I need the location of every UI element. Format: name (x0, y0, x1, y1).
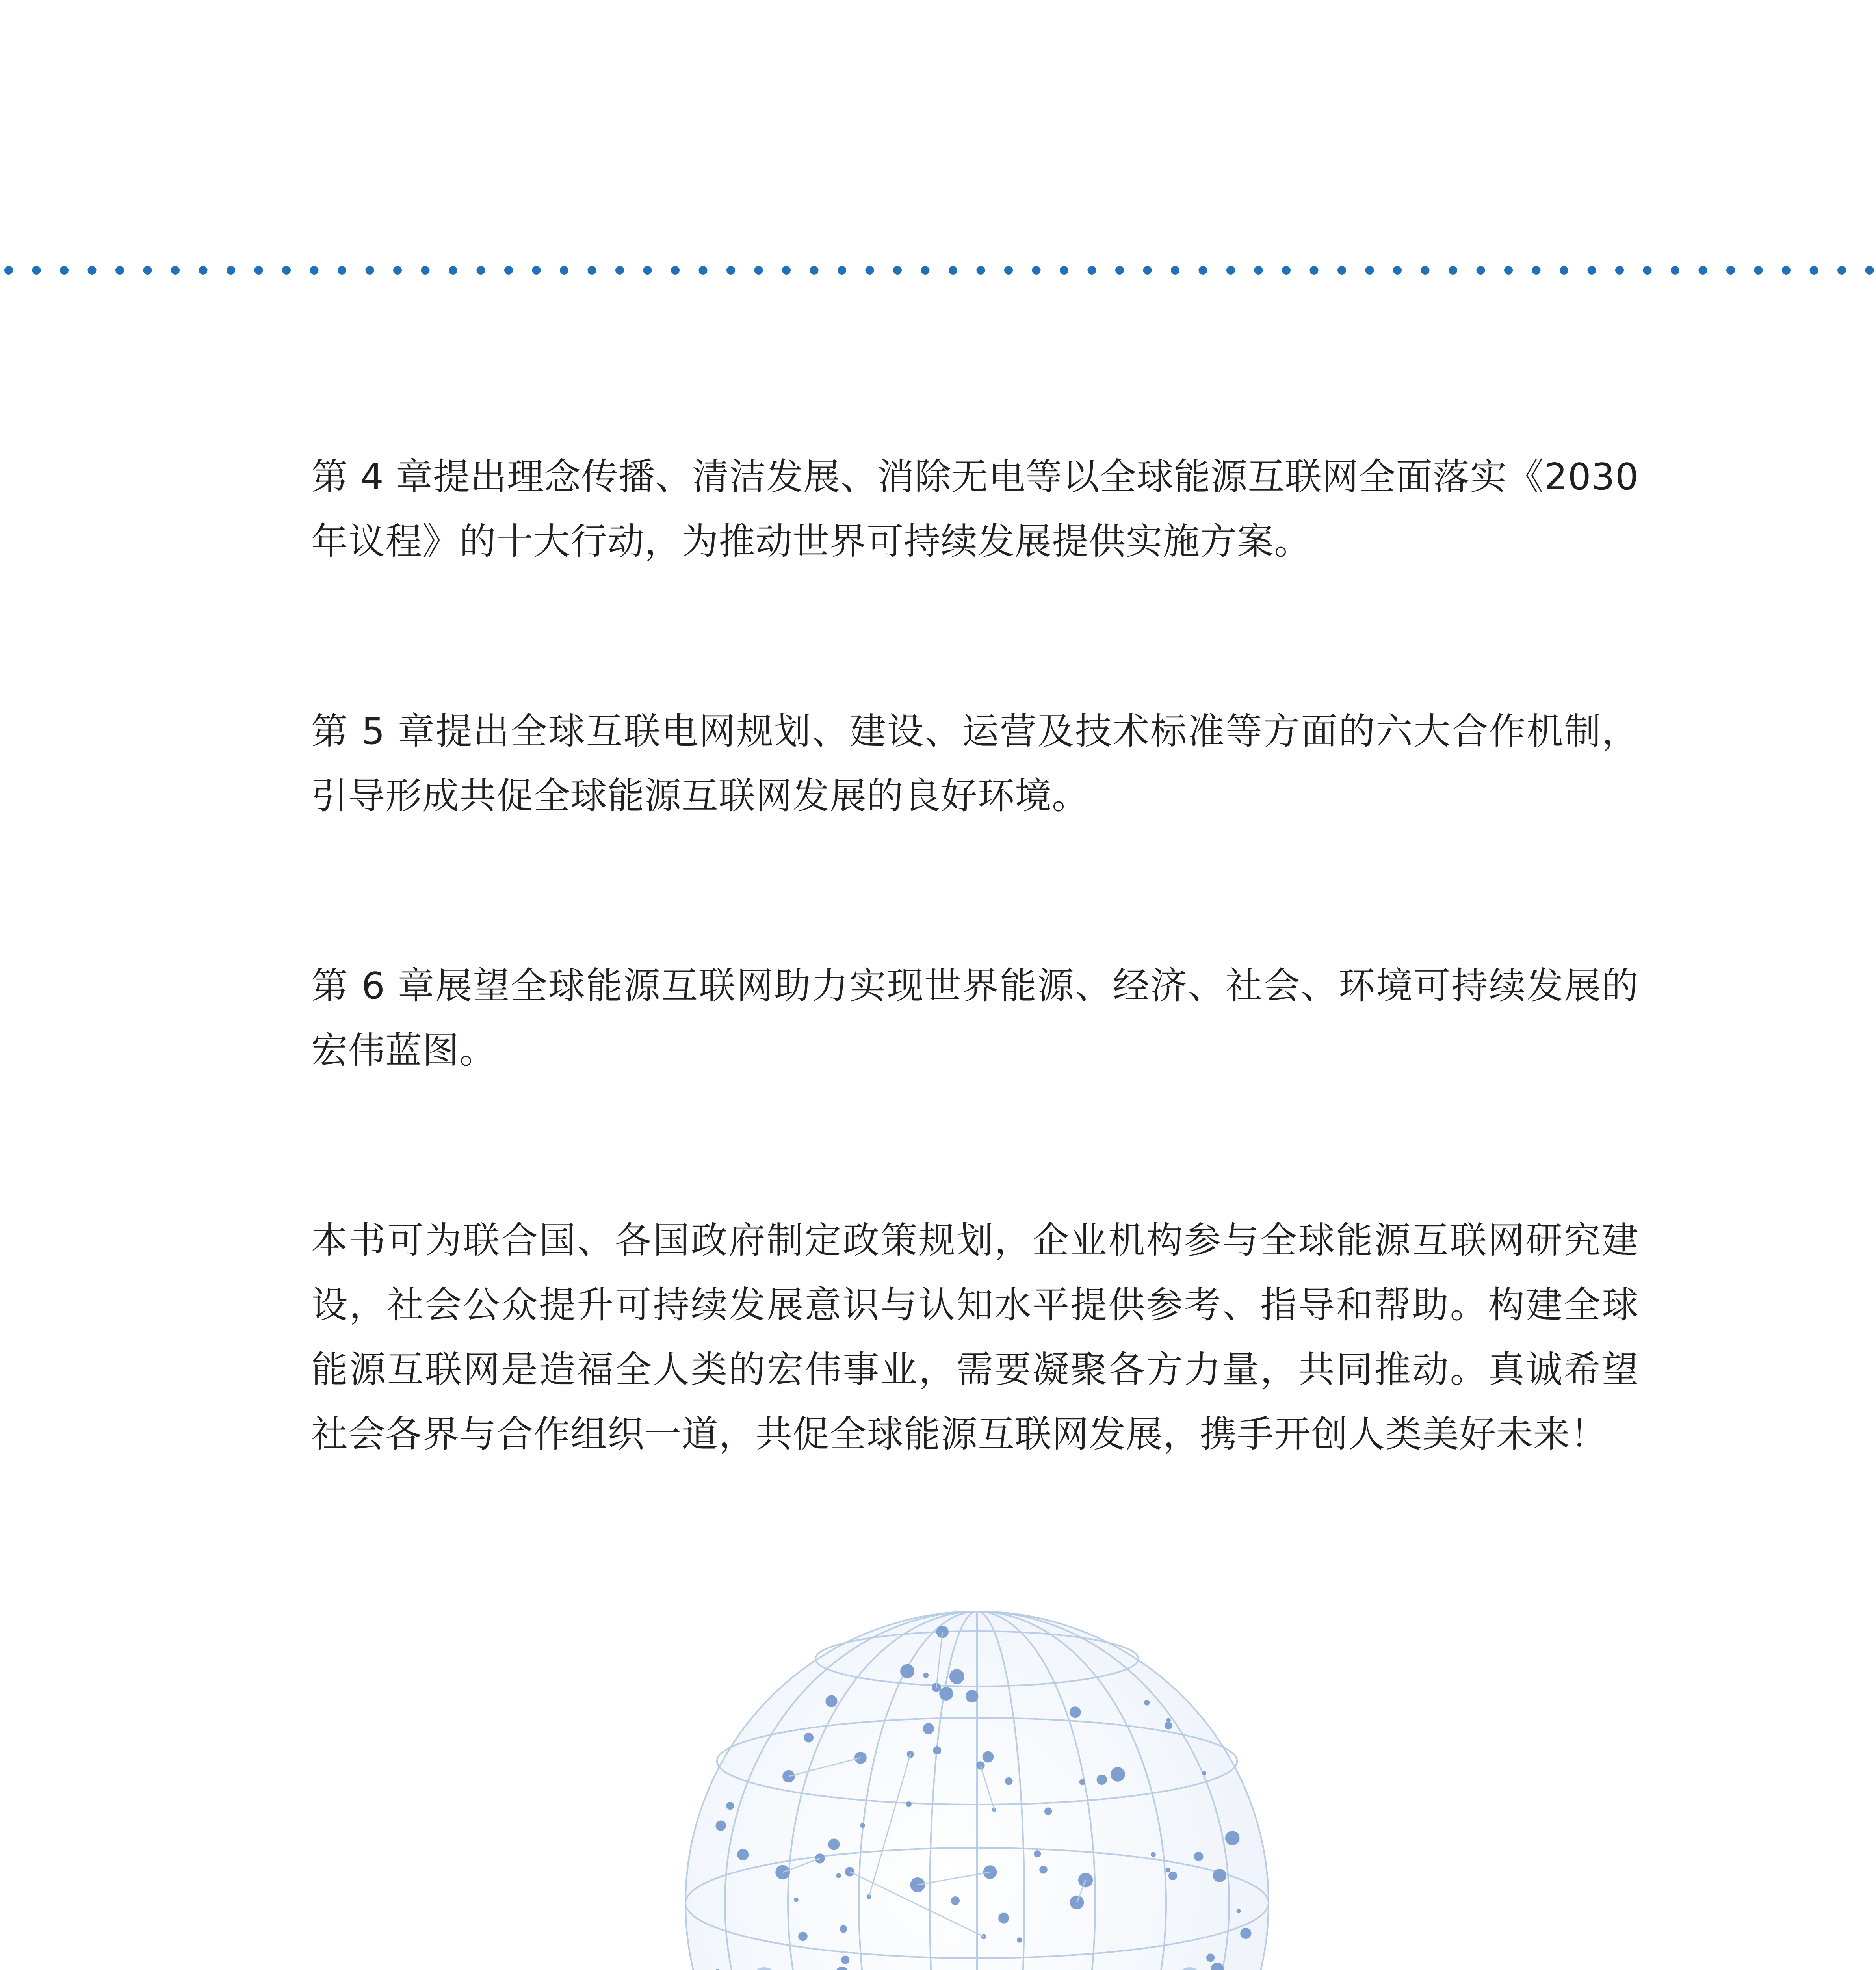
body-text (311, 444, 1639, 1466)
globe-held-by-hands-icon (583, 1509, 1363, 1970)
paragraph-chapter-4: 第 4 章提出理念传播、清洁发展、消除无电等以全球能源互联网全面落实《2030 年议程》的十大行动，为推动世界可持续发展提供实施方案。 (311, 455, 1639, 563)
paragraph-closing: 本书可为联合国、各国政府制定政策规划，企业机构参与全球能源互联网研究建设，社会公众提升可持续发展意识与认知水平提供参考、指导和帮助。构建全球能源互联网是造福全人类的宏伟事业，需要凝聚各方力量，共同推动。真诚希望社会各界与合作组织一道，共促全球能源互联网发展，携手开创人类美好未来！ (311, 1219, 1639, 1455)
paragraph-chapter-5: 第 5 章提出全球互联电网规划、建设、运营及技术标准等方面的六大合作机制，引导形成共促全球能源互联网发展的良好环境。 (311, 710, 1639, 817)
paragraph-chapter-6: 第 6 章展望全球能源互联网助力实现世界能源、经济、社会、环境可持续发展的宏伟蓝图。 (311, 965, 1639, 1072)
dotted-divider (0, 262, 1876, 278)
